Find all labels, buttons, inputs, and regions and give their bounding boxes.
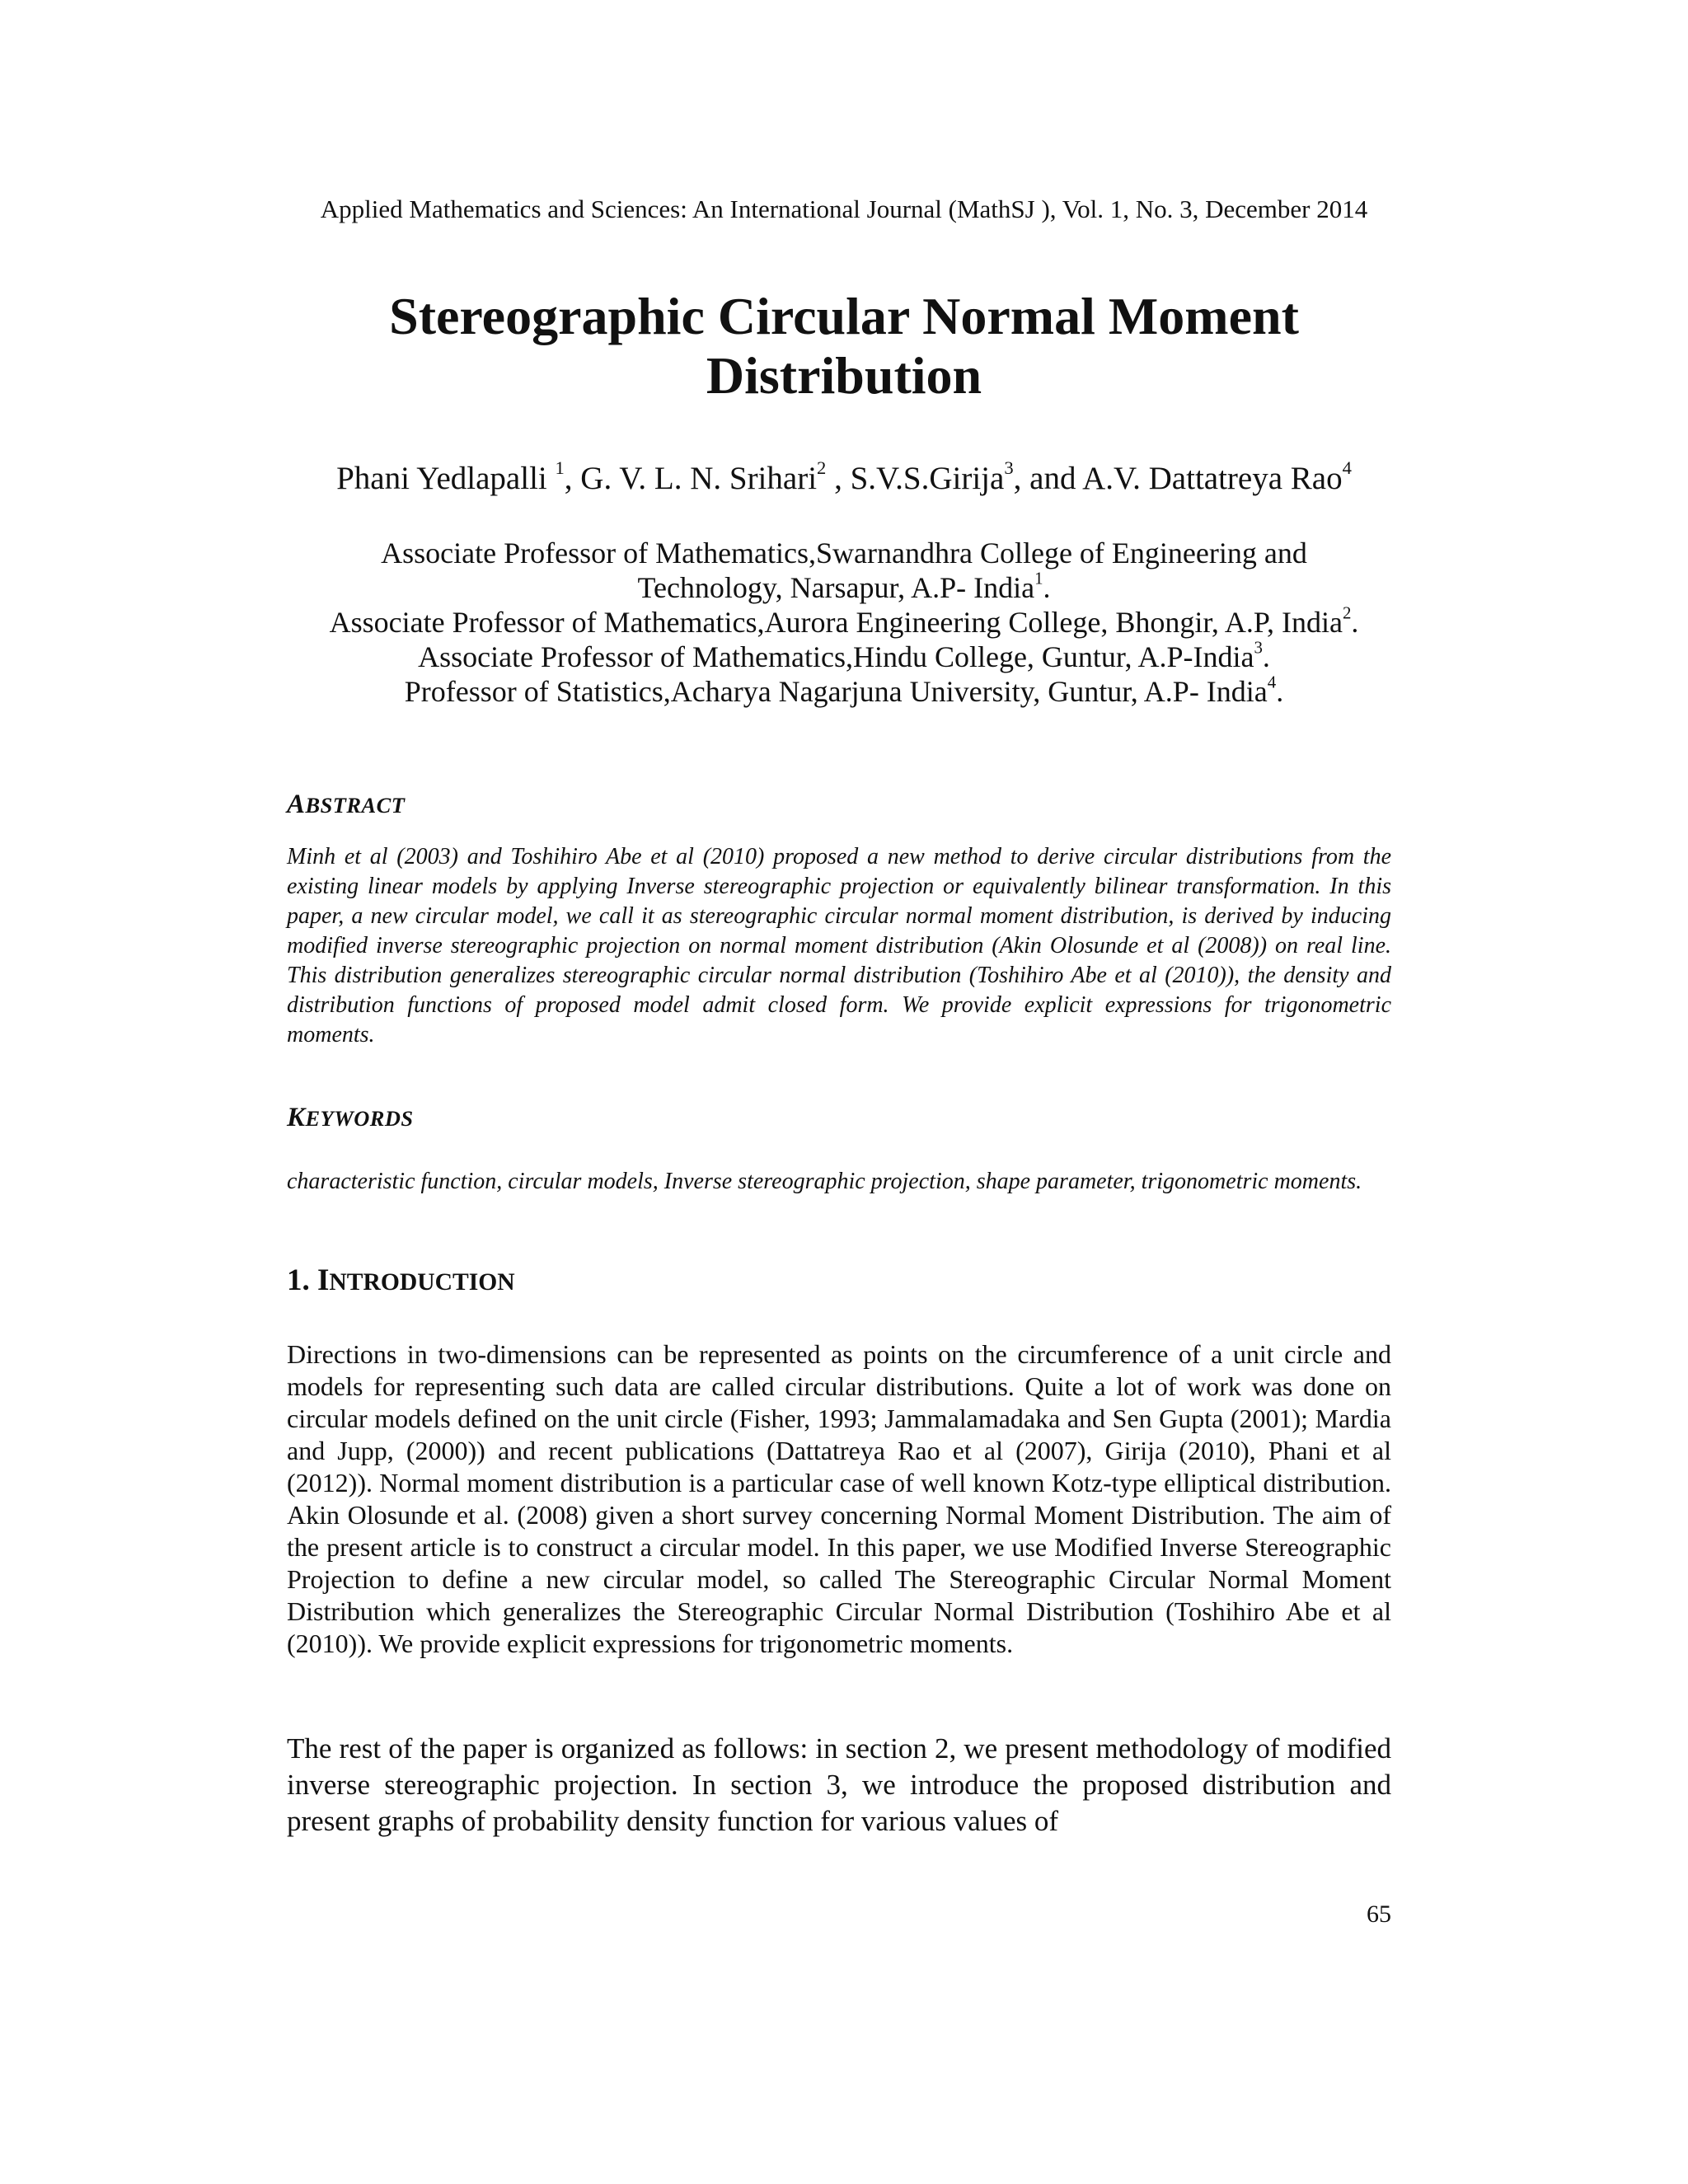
title-line-2: Distribution	[706, 346, 982, 405]
affiliation-mark: 4	[1342, 457, 1352, 478]
keywords-heading: KEYWORDS	[287, 1103, 414, 1132]
author-name: S.V.S.Girija	[850, 461, 1005, 496]
author-separator: ,	[826, 461, 851, 496]
title-line-1: Stereographic Circular Normal Moment	[389, 287, 1299, 345]
author-separator: , and	[1013, 461, 1083, 496]
running-header: Applied Mathematics and Sciences: An International Journal (MathSJ ), Vol. 1, No. 3, December 2014	[320, 194, 1368, 223]
affiliation-mark: 2	[817, 457, 827, 478]
author-name: A.V. Dattatreya Rao	[1082, 461, 1343, 496]
author-list	[185, 458, 1503, 499]
abstract-text: Minh et al (2003) and Toshihiro Abe et al (2010) proposed a new method to derive circular distributions from the existing linear models by applying Inverse stereographic projection or equivalently bilinear transformation. In this paper, a new circular model, we call it as stereographic circular normal moment distribution, is derived by inducing modified inverse stereographic projection on normal moment distribution (Akin Olosunde et al (2008)) on real line. This distribution generalizes stereographic circular normal distribution (Toshihiro Abe et al (2010)), the density and distribution functions of proposed model admit closed form. We provide explicit expressions for trigonometric moments.	[287, 844, 1391, 1047]
affiliation-mark: 3	[1254, 637, 1263, 658]
abstract-heading: ABSTRACT	[287, 790, 406, 819]
affiliation-4: Professor of Statistics,Acharya Nagarjuna University, Guntur, A.P- India$^4$.	[404, 672, 1284, 708]
affiliation-mark: 2	[1342, 602, 1352, 623]
introduction-heading: 1. INTRODUCTION	[287, 1263, 515, 1297]
page-number: 65	[1367, 1900, 1391, 1928]
author-separator: ,	[564, 461, 581, 496]
affiliation-block	[185, 536, 1503, 709]
introduction-paragraph-2: The rest of the paper is organized as follows: in section 2, we present methodology of modified inverse stereographic projection. In section 3, we introduce the proposed distribution and present graphs of probability density function for various values of	[287, 1732, 1391, 1837]
author-name: G. V. L. N. Srihari	[580, 461, 818, 496]
affiliation-mark: 3	[1004, 457, 1014, 478]
affiliation-mark: 1	[1034, 568, 1043, 588]
affiliation-3: Associate Professor of Mathematics,Hindu College, Guntur, A.P-India$^3$.	[418, 637, 1270, 673]
affiliation-mark: 4	[1267, 672, 1277, 692]
affiliation-mark: 1	[555, 457, 565, 478]
affiliation-2: Associate Professor of Mathematics,Aurora Engineering College, Bhongir, A.P, India$^2$.	[329, 602, 1359, 639]
keywords-text: characteristic function, circular models, Inverse stereographic projection, shape parameter, trigonometric moments.	[287, 1169, 1362, 1194]
introduction-paragraph-1: Directions in two-dimensions can be represented as points on the circumference of a unit circle and models for representing such data are called circular distributions. Quite a lot of work was done on circular models defined on the unit circle (Fisher, 1993; Jammalamadaka and Sen Gupta (2001); Mardia and Jupp, (2000)) and recent publications (Dattatreya Rao et al (2007), Girija (2010), Phani et al (2012)). Normal moment distribution is a particular case of well known Kotz-type elliptical distribution. Akin Olosunde et al. (2008) given a short survey concerning Normal Moment Distribution. The aim of the present article is to construct a circular model. In this paper, we use Modified Inverse Stereographic Projection to define a new circular model, so called The Stereographic Circular Normal Moment Distribution which generalizes the Stereographic Circular Normal Distribution (Toshihiro Abe et al (2010)). We provide explicit expressions for trigonometric moments.	[287, 1339, 1391, 1658]
paper-title	[185, 287, 1503, 405]
author-name: Phani Yedlapalli	[336, 461, 556, 496]
affiliation-1-line-1: Associate Professor of Mathematics,Swarnandhra College of Engineering and	[381, 537, 1307, 569]
affiliation-1-line-2: Technology, Narsapur, A.P- India$^1$.	[637, 568, 1051, 604]
